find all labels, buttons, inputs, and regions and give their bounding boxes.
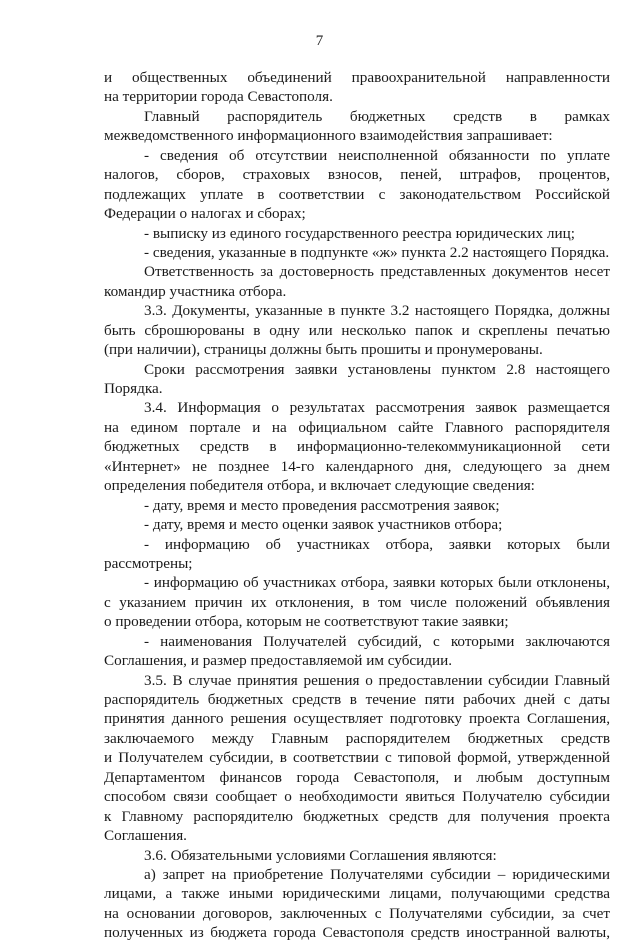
text-line: на основании договоров, заключенных с Получателями субсидии, за счет (104, 904, 610, 922)
text-line: 3.5. В случае принятия решения о предоставлении субсидии Главный (144, 671, 610, 689)
text-line: 3.6. Обязательными условиями Соглашения являются: (144, 846, 497, 864)
text-line: - информацию об участниках отбора, заявки которых были (144, 535, 610, 553)
text-line: - сведения, указанные в подпункте «ж» пункта 2.2 настоящего Порядка. (144, 243, 610, 261)
text-line: полученных из бюджета города Севастополя средств иностранной валюты, (104, 924, 610, 942)
text-line: определения победителя отбора, и включает следующие сведения: (104, 477, 535, 495)
text-line: - наименования Получателей субсидий, с которыми заключаются (144, 632, 610, 650)
text-line: - информацию об участниках отбора, заявки которых были отклонены, (144, 574, 610, 592)
text-line: на территории города Севастополя. (104, 88, 333, 106)
text-line: Ответственность за достоверность представленных документов несет (144, 263, 610, 281)
text-line: Порядка. (104, 380, 163, 397)
text-line: к Главному распорядителю бюджетных средств для получения проекта (104, 807, 610, 825)
text-line: Соглашения, и размер предоставляемой им субсидии. (104, 652, 453, 670)
text-line: подлежащих уплате в соответствии с законодательством Российской (104, 185, 610, 203)
text-line: о проведении отбора, которым не соответствуют такие заявки; (104, 613, 509, 631)
document-body (104, 68, 610, 943)
text-line: Сроки рассмотрения заявки установлены пунктом 2.8 настоящего (144, 360, 610, 378)
text-line: 3.3. Документы, указанные в пункте 3.2 настоящего Порядка, должны (144, 302, 610, 320)
text-line: Департаментом финансов города Севастополя, и любым доступным (104, 768, 610, 786)
text-line: налогов, сборов, страховых взносов, пеней, штрафов, процентов, (104, 166, 610, 184)
text-line: 3.4. Информация о результатах рассмотрения заявок размещается (144, 399, 610, 417)
text-line: бюджетных средств в информационно-телекоммуникационной сети (104, 438, 610, 456)
text-line: Соглашения. (104, 827, 187, 845)
text-line: и общественных объединений правоохранительной направленности (104, 69, 610, 86)
text-line: Главный распорядитель бюджетных средств в рамках (144, 107, 610, 125)
text-line: Федерации о налогах и сборах; (104, 205, 306, 223)
text-line: принятия данного решения осуществляет подготовку проекта Соглашения, (104, 710, 610, 728)
text-line: и Получателем субсидии, в соответствии с типовой формой, утвержденной (104, 749, 610, 767)
text-line: (при наличии), страницы должны быть прошиты и пронумерованы. (104, 341, 543, 359)
text-line: «Интернет» не позднее 14-го календарного дня, следующего за днем (104, 457, 610, 475)
text-line: рассмотрены; (104, 554, 193, 572)
text-line: межведомственного информационного взаимодействия запрашивает: (104, 127, 553, 145)
text-line: заключаемого между Главным распорядителем бюджетных средств (104, 729, 610, 747)
text-line: - дату, время и место оценки заявок участников отбора; (144, 516, 503, 534)
text-line: - выписку из единого государственного реестра юридических лиц; (144, 224, 575, 242)
text-line: быть сброшюрованы в одну или несколько папок и скреплены печатью (104, 321, 610, 339)
text-line: - дату, время и место проведения рассмотрения заявок; (144, 496, 500, 514)
text-line: с указанием причин их отклонения, в том числе положений объявления (104, 593, 610, 611)
text-line: лицами, а также иными юридическими лицами, получающими средства (104, 885, 610, 903)
text-line: распорядитель бюджетных средств в течение пяти рабочих дней с даты (104, 691, 610, 708)
text-line: способом связи сообщает о необходимости явиться Получателю субсидии (104, 788, 610, 806)
text-line: на едином портале и на официальном сайте Главного распорядителя (104, 418, 610, 436)
text-line: командир участника отбора. (104, 282, 287, 300)
text-line: - сведения об отсутствии неисполненной обязанности по уплате (144, 146, 610, 164)
text-line: а) запрет на приобретение Получателями субсидии – юридическими (144, 865, 610, 883)
page-number: 7 (315, 33, 324, 49)
